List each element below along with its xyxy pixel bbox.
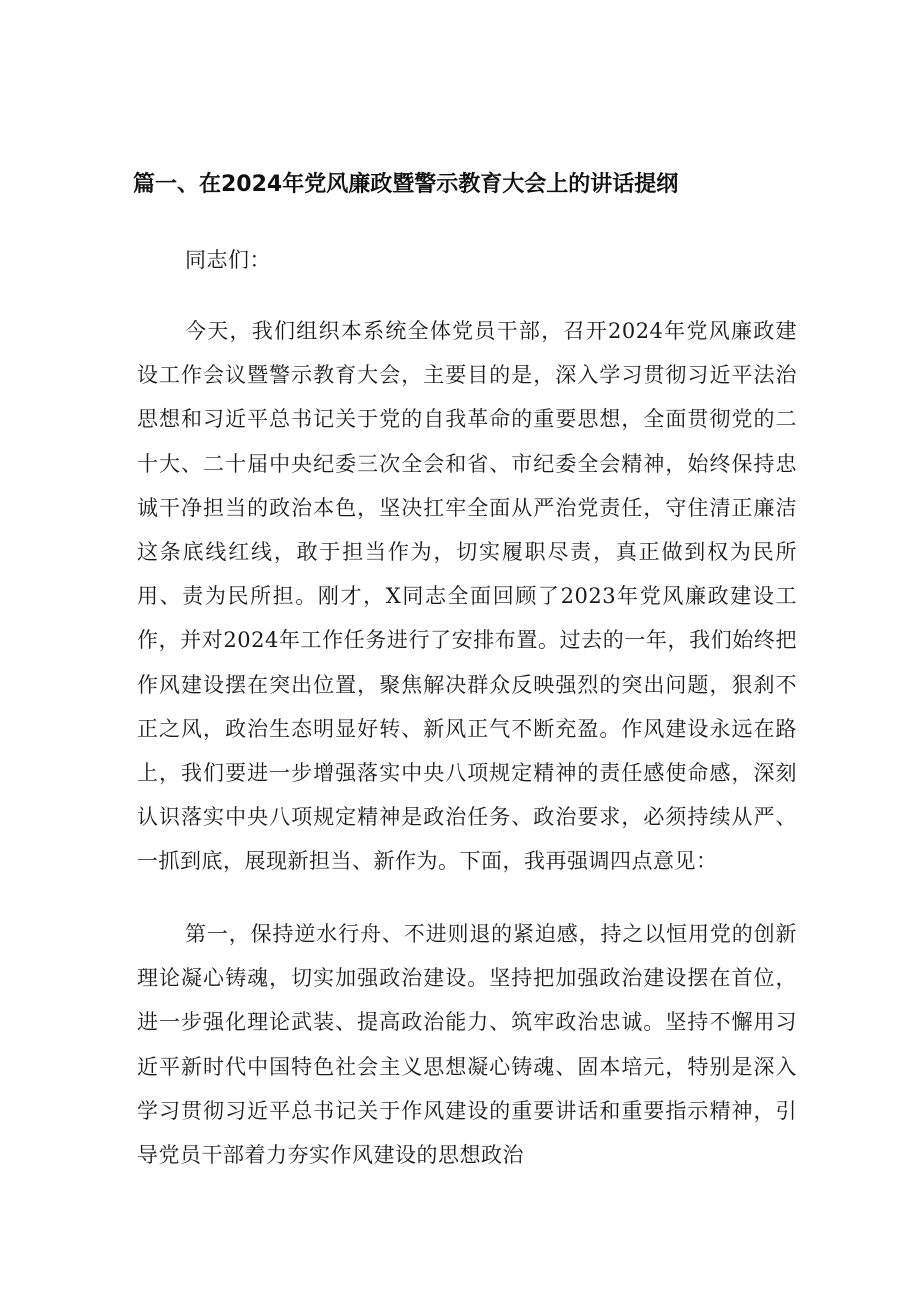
paragraph-opening: 今天，我们组织本系统全体党员干部，召开2024年党风廉政建设工作会议暨警示教育大会，主要目的是，深入学习贯彻习近平法治思想和习近平总书记关于党的自我革命的重要思想，全面贯彻党的二十大、二十届中央纪委三次全会和省、市纪委全会精神，始终保持忠诚干净担当的政治本色，坚决扛牢全面从严治党责任，守住清正廉洁这条底线红线，敢于担当作为，切实履职尽责，真正做到权为民所用、责为民所担。刚才，X同志全面回顾了2023年党风廉政建设工作，并对2024年工作任务进行了安排布置。过去的一年，我们始终把作风建设摆在突出位置，聚焦解决群众反映强烈的突出问题，狠刹不正之风，政治生态明显好转、新风正气不断充盈。作风建设永远在路上，我们要进一步增强落实中央八项规定精神的责任感使命感，深刻认识落实中央八项规定精神是政治任务、政治要求，必须持续从严、一抓到底，展现新担当、新作为。下面，我再强调四点意见： (137, 319, 797, 874)
document-title: 篇一、在2024年党风廉政暨警示教育大会上的讲话提纲 (133, 172, 679, 197)
salutation: 同志们： (185, 248, 271, 272)
paragraph-first-point: 第一，保持逆水行舟、不进则退的紧迫感，持之以恒用党的创新理论凝心铸魂，切实加强政治建设。坚持把加强政治建设摆在首位，进一步强化理论武装、提高政治能力、筑牢政治忠诚。坚持不懈用习近平新时代中国特色社会主义思想凝心铸魂、固本培元，特别是深入学习贯彻习近平总书记关于作风建设的重要讲话和重要指示精神，引导党员干部着力夯实作风建设的思想政治 (137, 922, 797, 1168)
